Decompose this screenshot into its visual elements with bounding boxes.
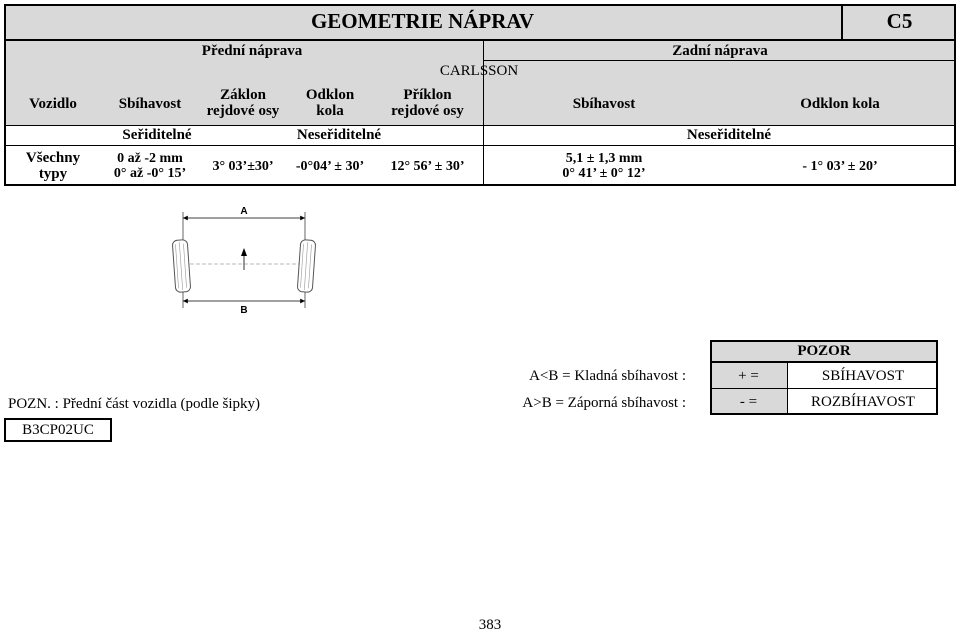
col-vehicle: Vozidlo bbox=[29, 96, 77, 112]
col-toe-rear: Sbíhavost bbox=[572, 96, 636, 112]
camber-rear-value: - 1° 03’ ± 20’ bbox=[802, 158, 878, 174]
adjustable-label: Seřiditelné bbox=[122, 127, 192, 143]
front-axle-header: Přední náprava bbox=[201, 43, 303, 59]
legend-negative-text: A>B = Záporná sbíhavost : bbox=[522, 395, 686, 411]
toe-rear-value: 5,1 ± 1,3 mm 0° 41’ ± 0° 12’ bbox=[562, 151, 646, 181]
col-camber-front: Odklon kola bbox=[305, 87, 355, 119]
legend-negative-sign: - = bbox=[739, 394, 758, 410]
dimension-b-label: B bbox=[240, 305, 248, 316]
dimension-a-label: A bbox=[240, 206, 248, 217]
non-adjustable-front-label: Neseřiditelné bbox=[296, 127, 382, 143]
left-wheel bbox=[172, 240, 191, 293]
non-adjustable-rear-label: Neseřiditelné bbox=[686, 127, 772, 143]
col-camber-rear: Odklon kola bbox=[800, 96, 880, 112]
section-code: C5 bbox=[886, 9, 913, 33]
note-text: POZN. : Přední část vozidla (podle šipky) bbox=[8, 396, 261, 412]
rear-axle-header: Zadní náprava bbox=[672, 43, 768, 59]
caster-value: 3° 03’±30’ bbox=[212, 158, 274, 174]
page-title: GEOMETRIE NÁPRAV bbox=[310, 9, 535, 33]
axle-geometry-table bbox=[4, 4, 956, 186]
legend-positive-text: A<B = Kladná sbíhavost : bbox=[529, 368, 686, 384]
camber-front-value: -0°04’ ± 30’ bbox=[295, 158, 365, 174]
col-kpi: Příklon rejdové osy bbox=[391, 87, 464, 119]
document-code: B3CP02UC bbox=[4, 418, 112, 442]
col-toe-front: Sbíhavost bbox=[118, 96, 182, 112]
page-number: 383 bbox=[478, 617, 502, 633]
legend-negative-result: ROZBÍHAVOST bbox=[811, 394, 915, 410]
make-label: CARLSSON bbox=[439, 63, 519, 79]
legend-positive-sign: + = bbox=[738, 367, 759, 384]
vehicle-value: Všechny typy bbox=[25, 150, 81, 182]
kpi-value: 12° 56’ ± 30’ bbox=[390, 158, 465, 174]
toe-diagram bbox=[160, 198, 330, 318]
legend-positive-result: SBÍHAVOST bbox=[821, 367, 905, 384]
right-wheel bbox=[297, 240, 316, 293]
warning-label: POZOR bbox=[797, 343, 851, 359]
toe-front-value: 0 až -2 mm 0° až -0° 15’ bbox=[113, 151, 187, 181]
col-caster: Záklon rejdové osy bbox=[206, 87, 280, 119]
